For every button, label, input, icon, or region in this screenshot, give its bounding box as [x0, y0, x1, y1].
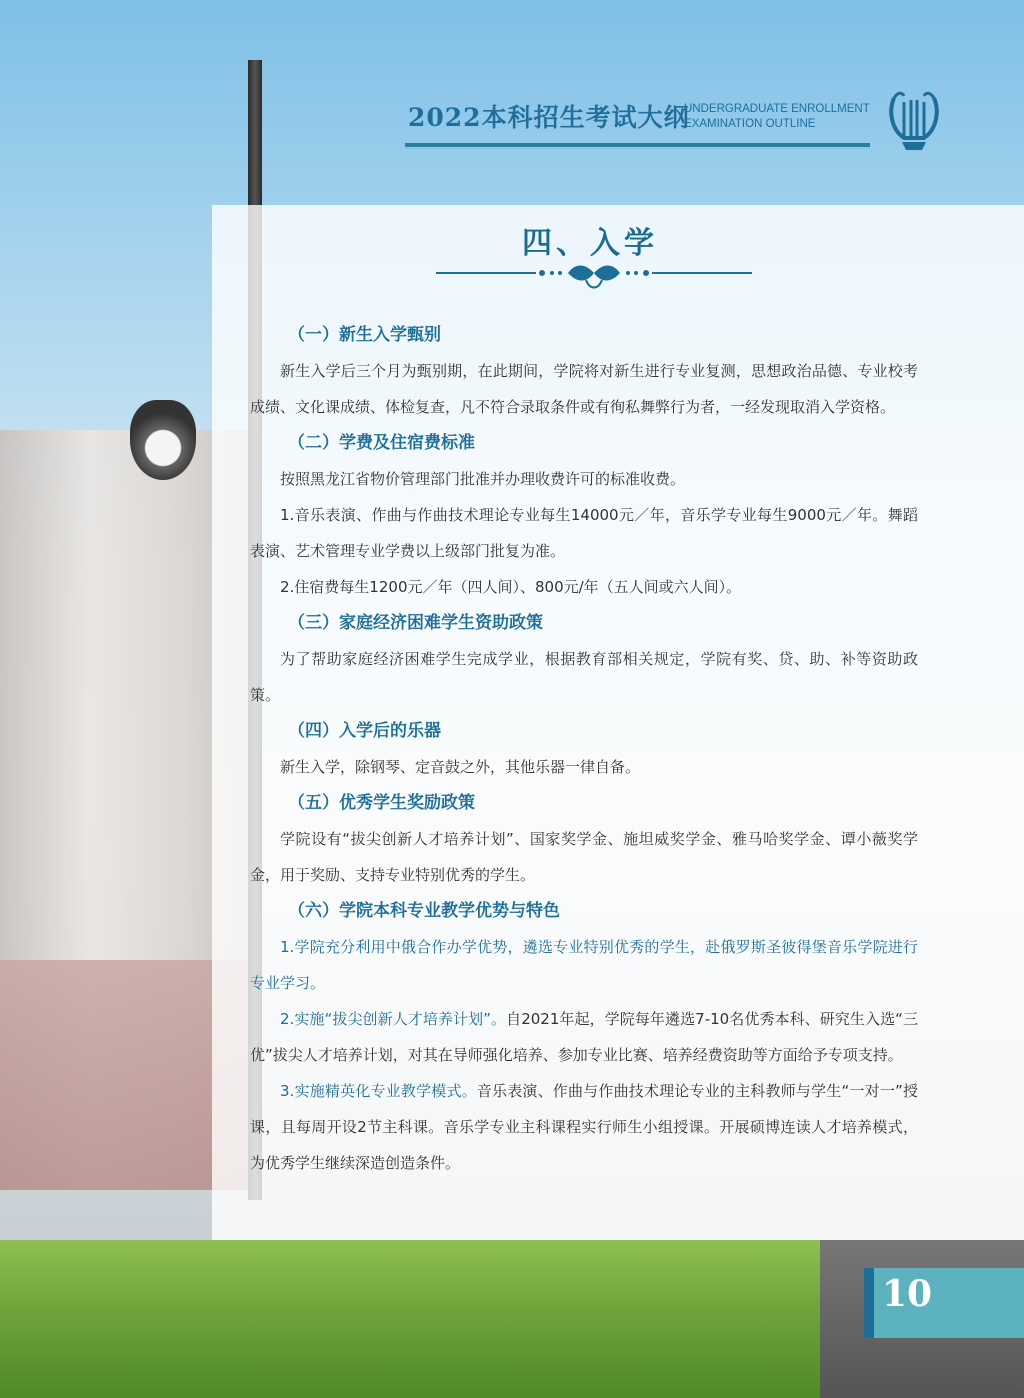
subsection-heading-6: （六）学院本科专业教学优势与特色 [288, 901, 560, 921]
paragraph: 学院设有“拔尖创新人才培养计划”、国家奖学金、施坦威奖学金、雅马哈奖学金、谭小薇奖学金，用于奖励、支持专业特别优秀的学生。 [250, 830, 918, 884]
point-3-lead: 3.实施精英化专业教学模式。 [280, 1082, 477, 1100]
paragraph: 新生入学，除钢琴、定音鼓之外，其他乐器一律自备。 [280, 758, 641, 776]
street-lamp-image [130, 400, 196, 480]
lyre-logo-icon [886, 88, 942, 152]
header-subtitle-en-line2: EXAMINATION OUTLINE [684, 118, 816, 130]
paragraph-point-2 [250, 1001, 918, 1073]
section-title: 四、入学 [522, 226, 658, 261]
header-subtitle-en-line1: UNDERGRADUATE ENROLLMENT [684, 103, 870, 115]
subsection-heading-4: （四）入学后的乐器 [288, 721, 441, 741]
subsection-heading-1: （一）新生入学甄别 [288, 325, 441, 345]
paragraph: 1.音乐表演、作曲与作曲技术理论专业每生14000元／年，音乐学专业每生9000元／年。舞蹈表演、艺术管理专业学费以上级部门批复为准。 [250, 506, 918, 560]
header-title: 2022本科招生考试大纲 [408, 103, 690, 132]
subsection-heading-3: （三）家庭经济困难学生资助政策 [288, 613, 543, 633]
page-number: 10 [882, 1273, 933, 1315]
point-2-lead: 2.实施“拔尖创新人才培养计划”。 [280, 1010, 507, 1028]
content-body [250, 317, 918, 1181]
header-rule-thin [405, 148, 870, 149]
paragraph-point-3 [250, 1073, 918, 1181]
point-3-rest: 音乐表演、作曲与作曲技术理论专业的主科教师与学生“一对一”授课，且每周开设2节主科课。音乐学专业主科课程实行师生小组授课。开展硕博连读人才培养模式，为优秀学生继续深造创造条件。 [250, 1082, 918, 1172]
page-number-tab-accent [864, 1268, 874, 1338]
point-2-rest: 自2021年起，学院每年遴选7-10名优秀本科、研究生入选“三优”拔尖人才培养计划，对其在导师强化培养、参加专业比赛、培养经费资助等方面给予专项支持。 [250, 1010, 918, 1064]
highlight-paragraph: 1.学院充分利用中俄合作办学优势，遴选专业特别优秀的学生，赴俄罗斯圣彼得堡音乐学院进行专业学习。 [250, 938, 918, 992]
ornament-divider-icon [436, 258, 752, 292]
paragraph: 为了帮助家庭经济困难学生完成学业，根据教育部相关规定，学院有奖、贷、助、补等资助政策。 [250, 650, 918, 704]
paragraph: 按照黑龙江省物价管理部门批准并办理收费许可的标准收费。 [280, 470, 686, 488]
subsection-heading-2: （二）学费及住宿费标准 [288, 433, 475, 453]
paragraph: 2.住宿费每生1200元／年（四人间）、800元/年（五人间或六人间）。 [280, 578, 742, 596]
header-rule [405, 143, 870, 147]
paragraph: 新生入学后三个月为甄别期，在此期间，学院将对新生进行专业复测，思想政治品德、专业校考成绩、文化课成绩、体检复查，凡不符合录取条件或有徇私舞弊行为者，一经发现取消入学资格。 [250, 362, 918, 416]
header-subtitle-en [684, 102, 870, 132]
subsection-heading-5: （五）优秀学生奖励政策 [288, 793, 475, 813]
